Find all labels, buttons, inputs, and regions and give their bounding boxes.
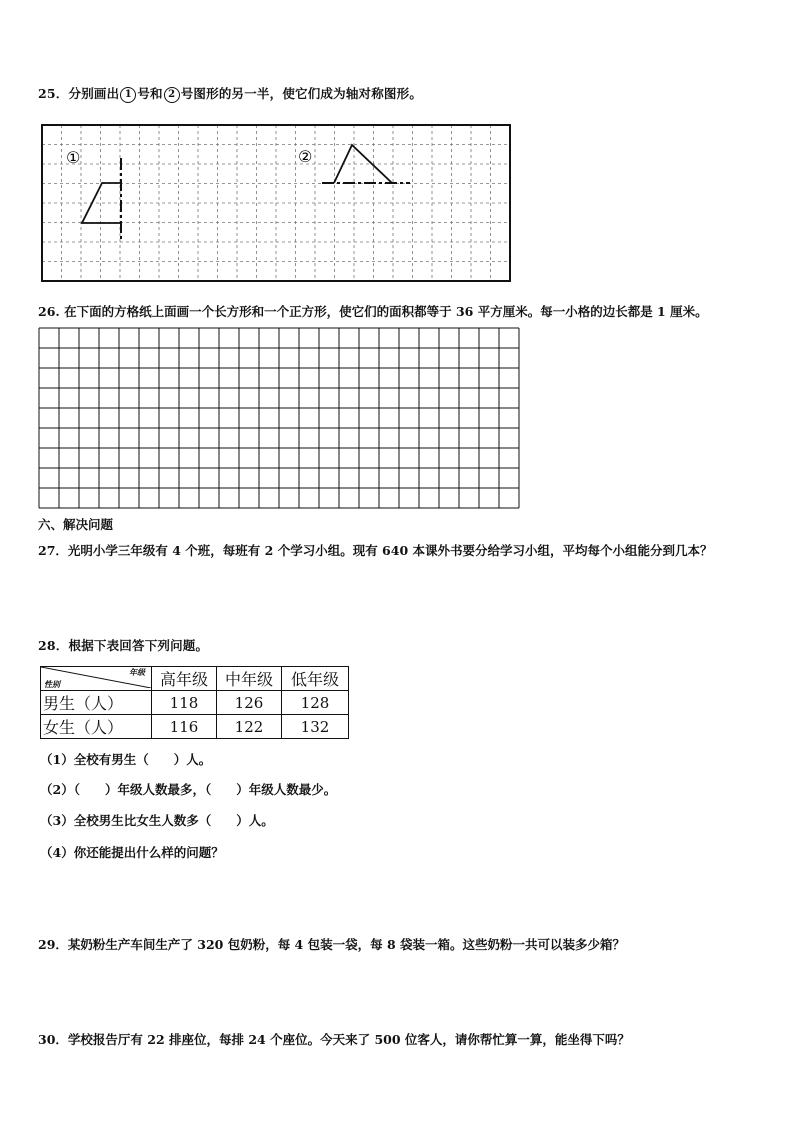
table-cell: 118 [152,691,217,715]
table-cell: 122 [217,715,282,739]
column-header: 低年级 [282,667,349,691]
question-27: 27．光明小学三年级有 4 个班，每班有 2 个学习小组。现有 640 本课外书要分给学习小组，平均每个小组能分到几本？ [38,543,713,558]
question-25-text-c: 号图形的另一半，使它们成为轴对称图形。 [180,86,423,101]
table-cell: 132 [282,715,349,739]
figure-1-label: ① [66,148,81,167]
data-table [40,666,349,739]
table-row [41,715,349,739]
question-28: 28．根据下表回答下列问题。 [38,638,209,653]
table-corner-cell [41,667,152,691]
symmetry-grid-figure [40,122,514,284]
circled-number-1: 1 [120,87,136,103]
table-row [41,691,349,715]
column-header: 高年级 [152,667,217,691]
question-25 [38,84,422,103]
question-28-part-1: （1）全校有男生（ ）人。 [40,752,212,767]
question-25-text-a: 分别画出 [68,86,120,101]
question-30: 30．学校报告厅有 22 排座位，每排 24 个座位。今天来了 500 位客人，请你帮忙算一算，能坐得下吗？ [38,1032,630,1047]
row-header: 男生（人） [41,691,152,715]
question-26: 26. 在下面的方格纸上面画一个长方形和一个正方形，使它们的面积都等于 36 平方厘米。每一小格的边长都是 1 厘米。 [38,304,708,319]
corner-label-grade: 年级 [129,667,145,677]
question-28-part-4: （4）你还能提出什么样的问题？ [40,845,224,860]
column-header: 中年级 [217,667,282,691]
question-25-text-b: 号和 [137,86,163,101]
table-cell: 116 [152,715,217,739]
table-cell: 128 [282,691,349,715]
question-28-part-3: （3）全校男生比女生人数多（ ）人。 [40,813,274,828]
table-cell: 126 [217,691,282,715]
figure-2-label: ② [298,147,313,166]
question-29: 29．某奶粉生产车间生产了 320 包奶粉，每 4 包装一袋，每 8 袋装一箱。这些奶粉一共可以装多少箱？ [38,937,625,952]
square-grid-paper [38,327,522,511]
corner-label-gender: 性别 [44,679,60,689]
circled-number-2: 2 [164,87,180,103]
question-25-number: 25． [38,86,69,101]
section-title: 六、解决问题 [38,517,114,532]
question-28-part-2: （2）（ ）年级人数最多，（ ）年级人数最少。 [40,782,337,797]
row-header: 女生（人） [41,715,152,739]
